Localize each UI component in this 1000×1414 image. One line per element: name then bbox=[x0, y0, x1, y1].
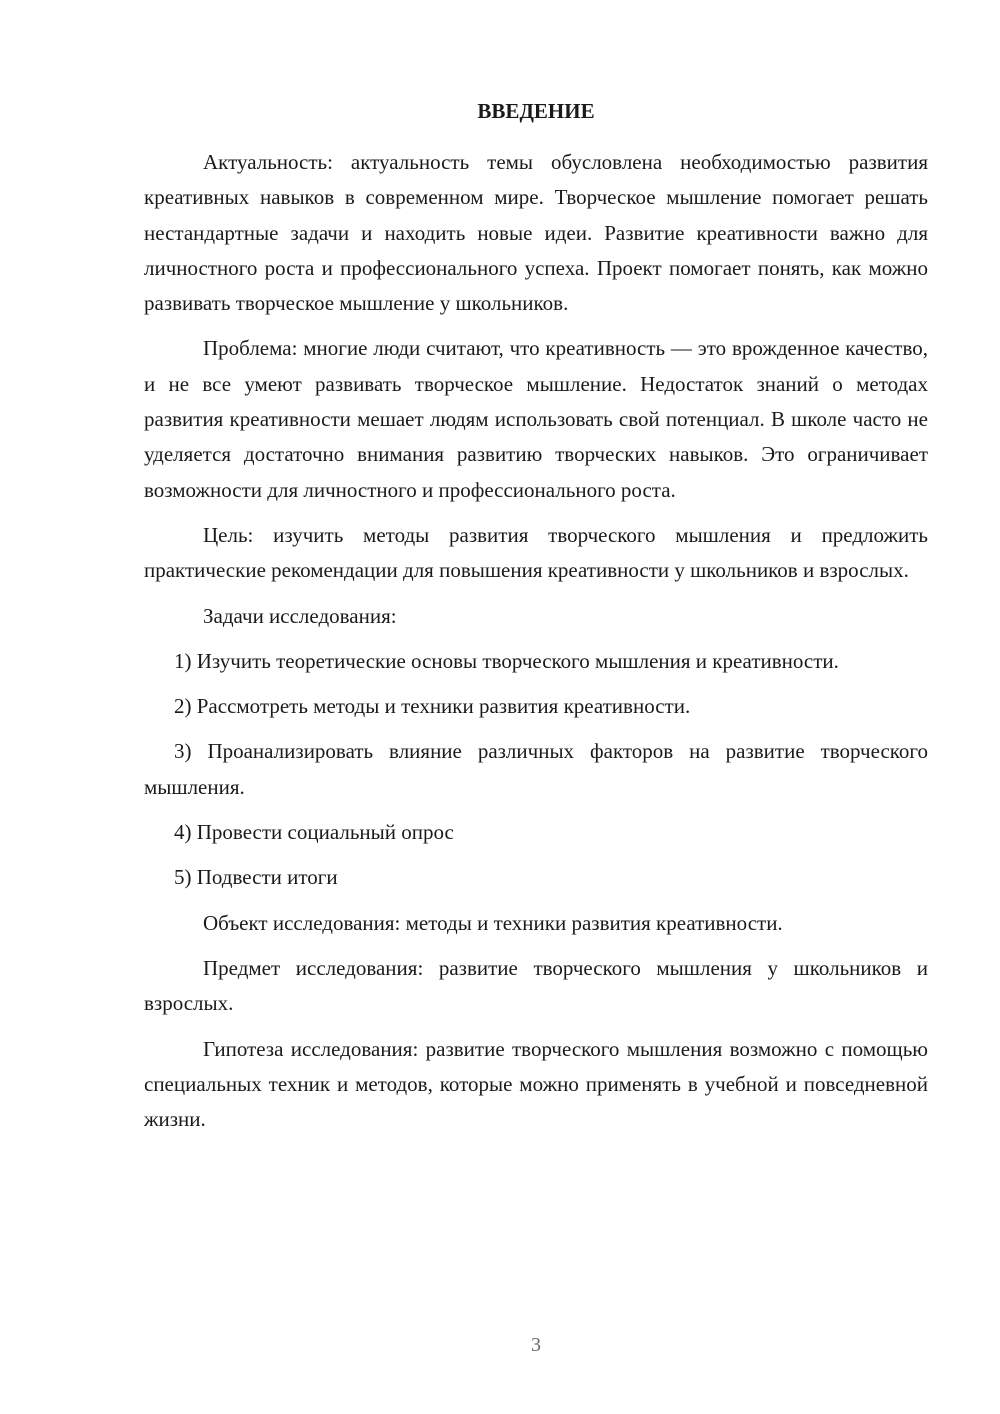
paragraph-object: Объект исследования: методы и техники развития креативности. bbox=[203, 910, 783, 935]
task-item-4: 4) Провести социальный опрос bbox=[174, 820, 454, 845]
page-number: 3 bbox=[531, 1334, 541, 1356]
task-item-5: 5) Подвести итоги bbox=[174, 865, 338, 890]
paragraph-hypothesis: Гипотеза исследования: развитие творческого мышления возможно с помощью специальных техник и методов, которые можно применять в учебной и повседневной жизни. bbox=[144, 1036, 928, 1132]
task-item-2: 2) Рассмотреть методы и техники развития креативности. bbox=[174, 694, 691, 719]
document-page bbox=[144, 92, 928, 1147]
paragraph-subject: Предмет исследования: развитие творческого мышления у школьников и взрослых. bbox=[144, 955, 928, 1016]
paragraph-tasks-heading: Задачи исследования: bbox=[203, 603, 397, 628]
section-title: ВВЕДЕНИЕ bbox=[477, 99, 595, 123]
paragraph-problem: Проблема: многие люди считают, что креативность — это врожденное качество, и не все умеют развивать творческое мышление. Недостаток знаний о методах развития креативности мешает людям использовать свой потенциал. В школе часто не уделяется достаточно внимания развитию творческих навыков. Это ограничивает возможности для личностного и профессионального роста. bbox=[144, 336, 928, 502]
task-item-1: 1) Изучить теоретические основы творческого мышления и креативности. bbox=[174, 648, 839, 673]
paragraph-goal: Цель: изучить методы развития творческого мышления и предложить практические рекомендации для повышения креативности у школьников и взрослых. bbox=[144, 522, 928, 583]
paragraph-relevance: Актуальность: актуальность темы обусловлена необходимостью развития креативных навыков в современном мире. Творческое мышление помогает решать нестандартные задачи и находить новые идеи. Развитие креативности важно для личностного роста и профессионального успеха. Проект помогает понять, как можно развивать творческое мышление у школьников. bbox=[144, 150, 928, 316]
task-item-3: 3) Проанализировать влияние различных факторов на развитие творческого мышления. bbox=[144, 739, 928, 799]
